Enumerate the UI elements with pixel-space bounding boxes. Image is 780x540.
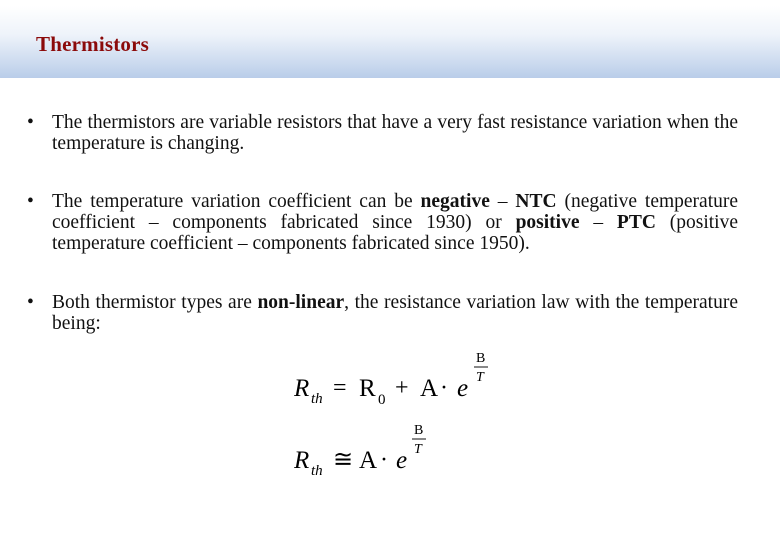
formula-rth-subscript: th (311, 463, 323, 478)
bullet-bold-term: PTC (616, 212, 656, 233)
formula-dot: · (380, 447, 388, 473)
formula-exponent-numerator: B (476, 351, 486, 366)
bullet-text-part: Both thermistor types are (52, 292, 258, 313)
bullet-text-part: The temperature variation coefficient can be (52, 191, 421, 212)
bullet-item (27, 191, 739, 254)
formula-plus: + (395, 375, 409, 401)
formula-a-symbol: A (359, 447, 378, 474)
formula-rth-symbol: R (294, 447, 310, 474)
bullet-item (27, 112, 738, 154)
bullet-text-part: – (489, 191, 516, 212)
formula-dot: · (440, 375, 448, 401)
bullet-text-part: (positive temperature coefficient – components fabricated since 1950). (52, 212, 738, 254)
bullet-bold-term: non-linear (257, 292, 345, 313)
bullet-text-part: , the resistance variation law with the temperature being: (52, 292, 738, 334)
formula-a-symbol: A (420, 375, 439, 402)
formula-e-symbol: e (396, 447, 408, 474)
formula-exponent-numerator: B (414, 423, 424, 438)
formula-exponent-denominator: T (414, 442, 422, 457)
bullet-symbol: • (27, 191, 34, 212)
bullet-symbol: • (27, 292, 34, 313)
formula-r0-subscript: 0 (378, 392, 386, 406)
bullet-text-part: – (579, 212, 617, 233)
bullet-bold-term: negative (420, 191, 490, 212)
bullet-text: The thermistors are variable resistors that have a very fast resistance variation when the temperature is changing. (52, 112, 738, 154)
bullet-bold-term: positive (515, 212, 580, 233)
formula-rth-full (294, 346, 494, 406)
formula-exponent-denominator: T (476, 370, 484, 385)
formula-approx-equals: ≅ (333, 447, 354, 473)
bullet-item (27, 292, 738, 334)
bullet-text-part: (negative temperature coefficient – components fabricated since 1930) or (52, 191, 739, 233)
bullet-bold-term: NTC (515, 191, 557, 212)
formula-rth-subscript: th (311, 391, 323, 406)
formula-equals: = (333, 375, 347, 401)
formula-rth-symbol: R (294, 375, 310, 402)
formula-rth-approx (294, 418, 454, 478)
formula-r0-symbol: R (359, 375, 376, 402)
bullet-symbol: • (27, 112, 34, 133)
page-title: Thermistors (36, 32, 150, 56)
formula-e-symbol: e (457, 375, 469, 402)
